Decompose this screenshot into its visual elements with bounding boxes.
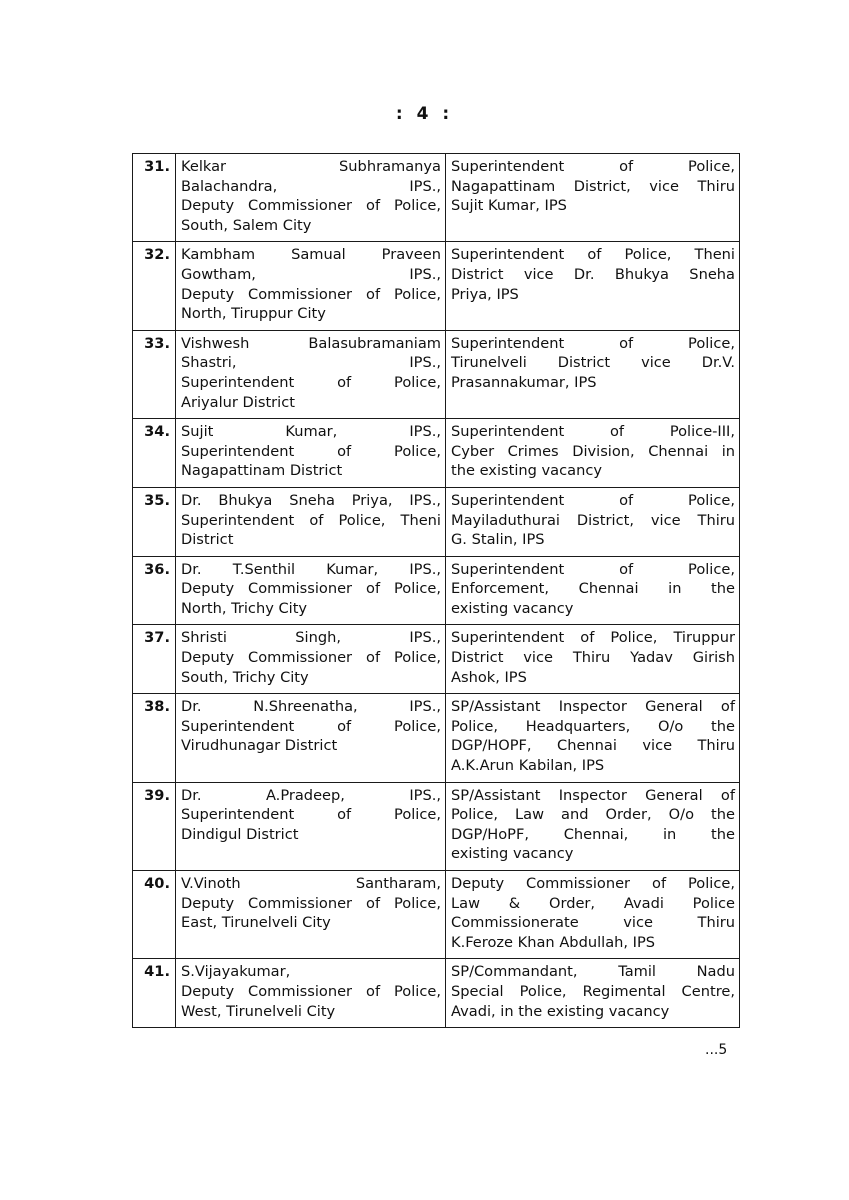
officer-name-line: North, Trichy City: [181, 599, 308, 617]
new-posting-line: DGP/HoPF, Chennai, in the: [451, 825, 735, 843]
table-row: [133, 694, 740, 782]
officer-name-line: Kambham Samual Praveen: [181, 246, 441, 264]
page-number: : 4 :: [395, 104, 454, 124]
officer-name-line: Superintendent of Police,: [181, 373, 441, 391]
new-posting-line: Superintendent of Police, Theni: [451, 246, 735, 264]
officer-name-line: Deputy Commissioner of Police,: [181, 982, 441, 1000]
postings-table: [132, 153, 740, 1028]
officer-name-line: Deputy Commissioner of Police,: [181, 580, 441, 598]
serial-number: 32.: [133, 242, 176, 330]
new-posting: [446, 330, 740, 418]
officer-name-line: South, Trichy City: [181, 668, 309, 686]
new-posting-line: Prasannakumar, IPS: [451, 373, 597, 391]
table-row: [133, 871, 740, 959]
officer-name-line: Kelkar Subhramanya: [181, 158, 441, 175]
officer-name-line: V.Vinoth Santharam,: [181, 875, 441, 892]
officer-name-line: North, Tiruppur City: [181, 305, 326, 323]
new-posting: [446, 487, 740, 556]
officer-name-line: East, Tirunelveli City: [181, 914, 331, 932]
table-row: [133, 959, 740, 1028]
serial-number: 36.: [133, 556, 176, 625]
new-posting-line: A.K.Arun Kabilan, IPS: [451, 757, 605, 775]
serial-number: 34.: [133, 419, 176, 488]
officer-name-line: Superintendent of Police,: [181, 442, 441, 460]
serial-number: 33.: [133, 330, 176, 418]
serial-number: 41.: [133, 959, 176, 1028]
serial-number: 31.: [133, 154, 176, 242]
officer-name-line: Dindigul District: [181, 825, 299, 843]
officer-name-line: Deputy Commissioner of Police,: [181, 649, 441, 667]
new-posting-line: Law & Order, Avadi Police: [451, 894, 735, 912]
new-posting: [446, 154, 740, 242]
new-posting-line: Tirunelveli District vice Dr.V.: [451, 354, 735, 372]
new-posting-line: Superintendent of Police-III,: [451, 423, 735, 441]
new-posting: [446, 871, 740, 959]
new-posting-line: Enforcement, Chennai in the: [451, 580, 735, 598]
officer-name-line: Dr. T.Senthil Kumar, IPS.,: [181, 560, 441, 578]
new-posting-line: SP/Commandant, Tamil Nadu: [451, 963, 735, 981]
officer-name-line: Sujit Kumar, IPS.,: [181, 423, 441, 441]
officer-name-line: Deputy Commissioner of Police,: [181, 285, 441, 303]
officer-name-line: Ariyalur District: [181, 393, 295, 411]
officer-name-line: Dr. N.Shreenatha, IPS.,: [181, 698, 441, 716]
page-continuation-marker: ...5: [705, 1042, 728, 1058]
new-posting: [446, 556, 740, 625]
new-posting-line: Superintendent of Police,: [451, 334, 735, 352]
new-posting-line: SP/Assistant Inspector General of: [451, 786, 735, 804]
officer-name-line: Dr. Bhukya Sneha Priya, IPS.,: [181, 491, 441, 509]
officer-name: [176, 625, 446, 694]
officer-name-line: Superintendent of Police,: [181, 717, 441, 735]
officer-name: [176, 242, 446, 330]
table-row: [133, 625, 740, 694]
officer-name-line: District: [181, 531, 234, 549]
officer-name-line: Dr. A.Pradeep, IPS.,: [181, 786, 441, 804]
officer-name-line: South, Salem City: [181, 216, 312, 234]
new-posting-line: Avadi, in the existing vacancy: [451, 1002, 670, 1020]
officer-name-line: Shastri, IPS.,: [181, 354, 441, 372]
new-posting-line: Superintendent of Police,: [451, 560, 735, 578]
table-row: [133, 242, 740, 330]
officer-name: [176, 330, 446, 418]
new-posting-line: Police, Law and Order, O/o the: [451, 806, 735, 824]
new-posting: [446, 625, 740, 694]
serial-number: 38.: [133, 694, 176, 782]
new-posting-line: SP/Assistant Inspector General of: [451, 698, 735, 716]
officer-name: [176, 556, 446, 625]
officer-name: [176, 154, 446, 242]
new-posting-line: Cyber Crimes Division, Chennai in: [451, 442, 735, 460]
new-posting-line: K.Feroze Khan Abdullah, IPS: [451, 933, 656, 951]
officer-name: [176, 871, 446, 959]
officer-name: [176, 782, 446, 870]
new-posting-line: existing vacancy: [451, 845, 574, 863]
officer-name: [176, 419, 446, 488]
new-posting-line: Police, Headquarters, O/o the: [451, 717, 735, 735]
new-posting-line: Nagapattinam District, vice Thiru: [451, 177, 735, 195]
officer-name-line: Gowtham, IPS.,: [181, 265, 441, 283]
officer-name-line: Deputy Commissioner of Police,: [181, 197, 441, 215]
serial-number: 39.: [133, 782, 176, 870]
table-row: [133, 782, 740, 870]
officer-name-line: Shristi Singh, IPS.,: [181, 629, 441, 647]
new-posting-line: Superintendent of Police,: [451, 491, 735, 509]
new-posting-line: Commissionerate vice Thiru: [451, 914, 735, 932]
officer-name-line: Balachandra, IPS.,: [181, 177, 441, 195]
new-posting-line: Priya, IPS: [451, 285, 519, 303]
serial-number: 35.: [133, 487, 176, 556]
new-posting-line: Ashok, IPS: [451, 668, 527, 686]
officer-name-line: Vishwesh Balasubramaniam: [181, 334, 441, 352]
serial-number: 37.: [133, 625, 176, 694]
officer-name: [176, 694, 446, 782]
new-posting-line: District vice Thiru Yadav Girish: [451, 649, 735, 667]
postings-table-body: [133, 154, 740, 1028]
table-row: [133, 330, 740, 418]
table-row: [133, 419, 740, 488]
new-posting-line: existing vacancy: [451, 599, 574, 617]
new-posting-line: Superintendent of Police,: [451, 158, 735, 175]
officer-name-line: S.Vijayakumar,: [181, 963, 291, 981]
officer-name-line: Superintendent of Police, Theni: [181, 511, 441, 529]
new-posting-line: District vice Dr. Bhukya Sneha: [451, 265, 735, 283]
new-posting-line: Mayiladuthurai District, vice Thiru: [451, 511, 735, 529]
officer-name-line: Deputy Commissioner of Police,: [181, 894, 441, 912]
new-posting-line: Special Police, Regimental Centre,: [451, 982, 735, 1000]
new-posting-line: the existing vacancy: [451, 462, 602, 480]
table-row: [133, 556, 740, 625]
new-posting: [446, 694, 740, 782]
table-row: [133, 154, 740, 242]
serial-number: 40.: [133, 871, 176, 959]
officer-name-line: Nagapattinam District: [181, 462, 343, 480]
new-posting-line: G. Stalin, IPS: [451, 531, 545, 549]
new-posting-line: DGP/HOPF, Chennai vice Thiru: [451, 737, 735, 755]
new-posting: [446, 419, 740, 488]
new-posting: [446, 959, 740, 1028]
new-posting: [446, 782, 740, 870]
officer-name-line: Superintendent of Police,: [181, 806, 441, 824]
table-row: [133, 487, 740, 556]
officer-name: [176, 959, 446, 1028]
new-posting-line: Deputy Commissioner of Police,: [451, 875, 735, 892]
new-posting: [446, 242, 740, 330]
officer-name-line: West, Tirunelveli City: [181, 1002, 336, 1020]
new-posting-line: Sujit Kumar, IPS: [451, 197, 567, 215]
new-posting-line: Superintendent of Police, Tiruppur: [451, 629, 735, 647]
officer-name-line: Virudhunagar District: [181, 737, 338, 755]
officer-name: [176, 487, 446, 556]
